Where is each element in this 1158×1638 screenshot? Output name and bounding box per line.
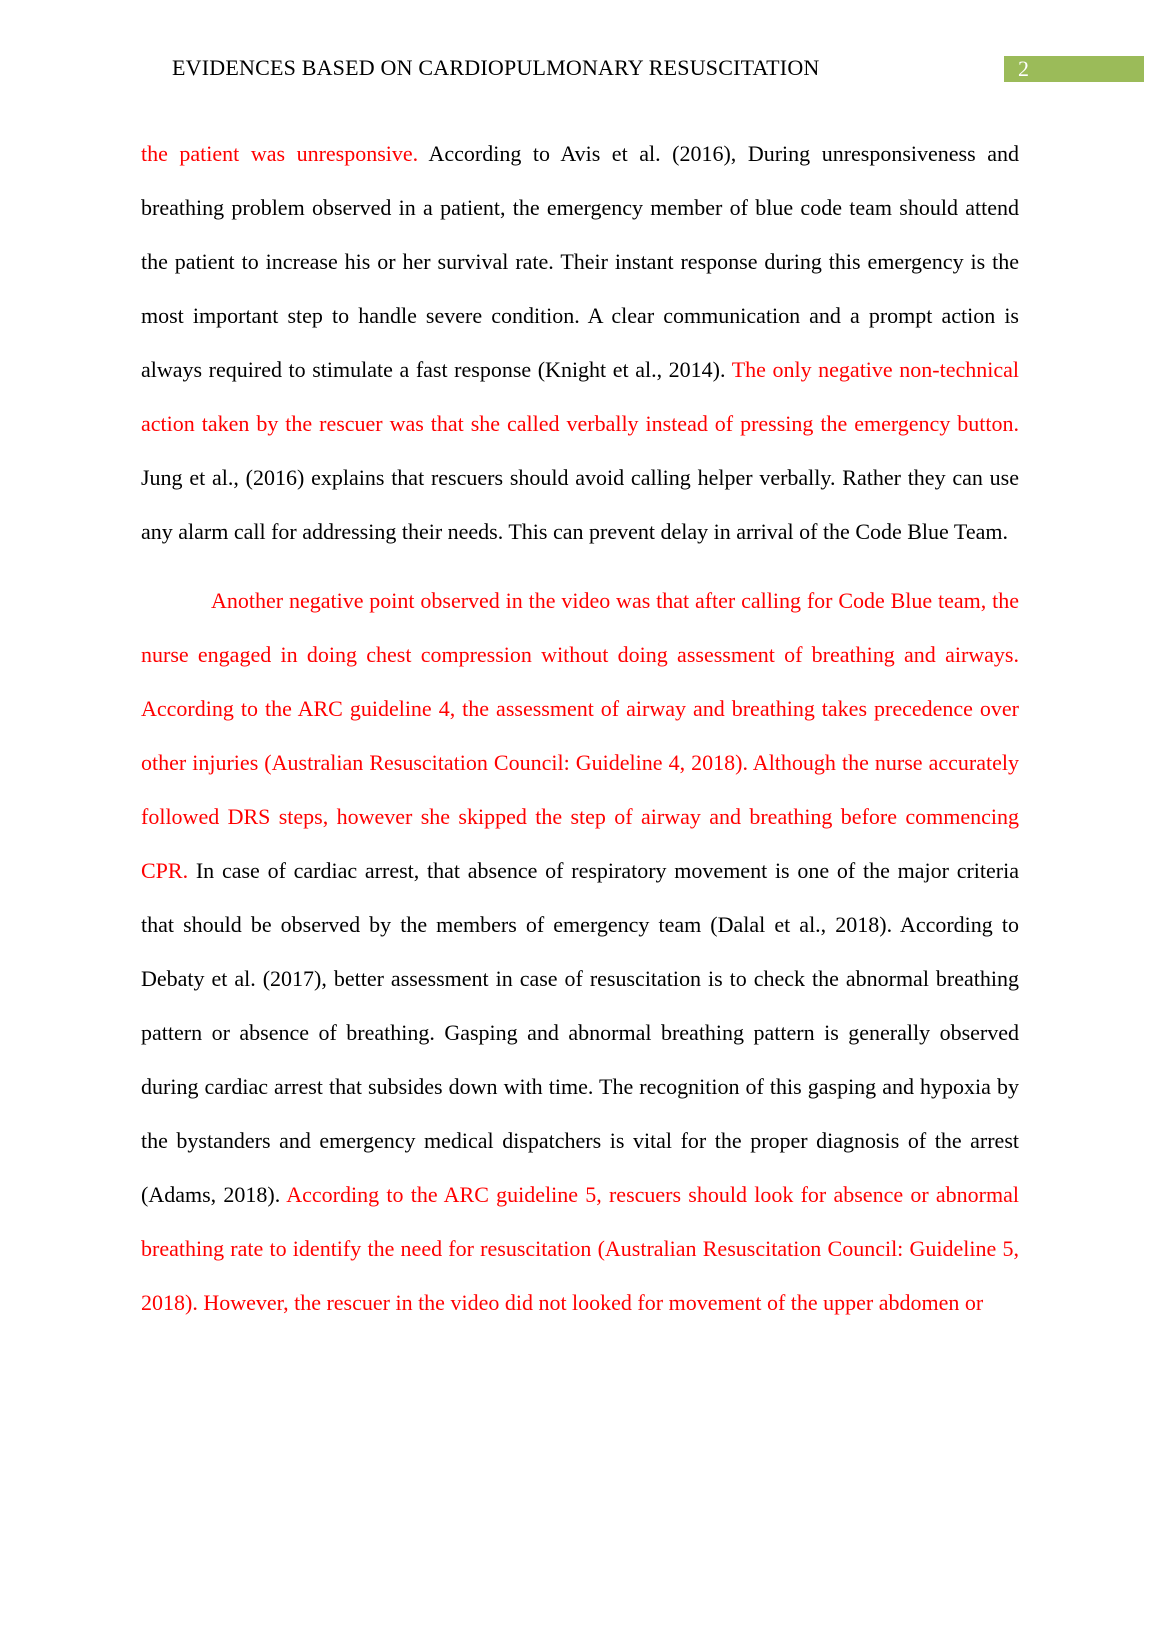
paragraph (141, 127, 1019, 559)
page-number: 2 (1004, 56, 1144, 82)
body-text: Jung et al., (2016) explains that rescuers should avoid calling helper verbally. Rather they can use any alarm call for addressing their needs. This can prevent delay in arrival of the Code Blue Team. (141, 465, 1019, 544)
running-header-title: EVIDENCES BASED ON CARDIOPULMONARY RESUSCITATION (172, 55, 820, 80)
paragraph (141, 574, 1019, 1330)
highlighted-text: The only negative non-technical action taken by the rescuer was that she called verbally instead of pressing the emergency button. (141, 357, 1019, 436)
document-body (141, 127, 1019, 1330)
highlighted-text: the patient was unresponsive. (141, 141, 419, 166)
body-text: In case of cardiac arrest, that absence of respiratory movement is one of the major criteria that should be observed by the members of emergency team (Dalal et al., 2018). According to Debaty et al. (2017), better assessment in case of resuscitation is to check the abnormal breathing pattern or absence of breathing. Gasping and abnormal breathing pattern is generally observed during cardiac arrest that subsides down with time. The recognition of this gasping and hypoxia by the bystanders and emergency medical dispatchers is vital for the proper diagnosis of the arrest (Adams, 2018). (141, 858, 1019, 1207)
body-text: According to Avis et al. (2016), During unresponsiveness and breathing problem observed in a patient, the emergency member of blue code team should attend the patient to increase his or her survival rate. Their instant response during this emergency is the most important step to handle severe condition. A clear communication and a prompt action is always required to stimulate a fast response (Knight et al., 2014). (141, 141, 1019, 382)
highlighted-text: According to the ARC guideline 5, rescuers should look for absence or abnormal breathing rate to identify the need for resuscitation (Australian Resuscitation Council: Guideline 5, 2018). However, the rescuer in the video did not looked for movement of the upper abdomen or (141, 1182, 1019, 1315)
highlighted-text: Another negative point observed in the video was that after calling for Code Blue team, the nurse engaged in doing chest compression without doing assessment of breathing and airways. According to the ARC guideline 4, the assessment of airway and breathing takes precedence over other injuries (Australian Resuscitation Council: Guideline 4, 2018). Although the nurse accurately followed DRS steps, however she skipped the step of airway and breathing before commencing CPR. (141, 588, 1019, 883)
